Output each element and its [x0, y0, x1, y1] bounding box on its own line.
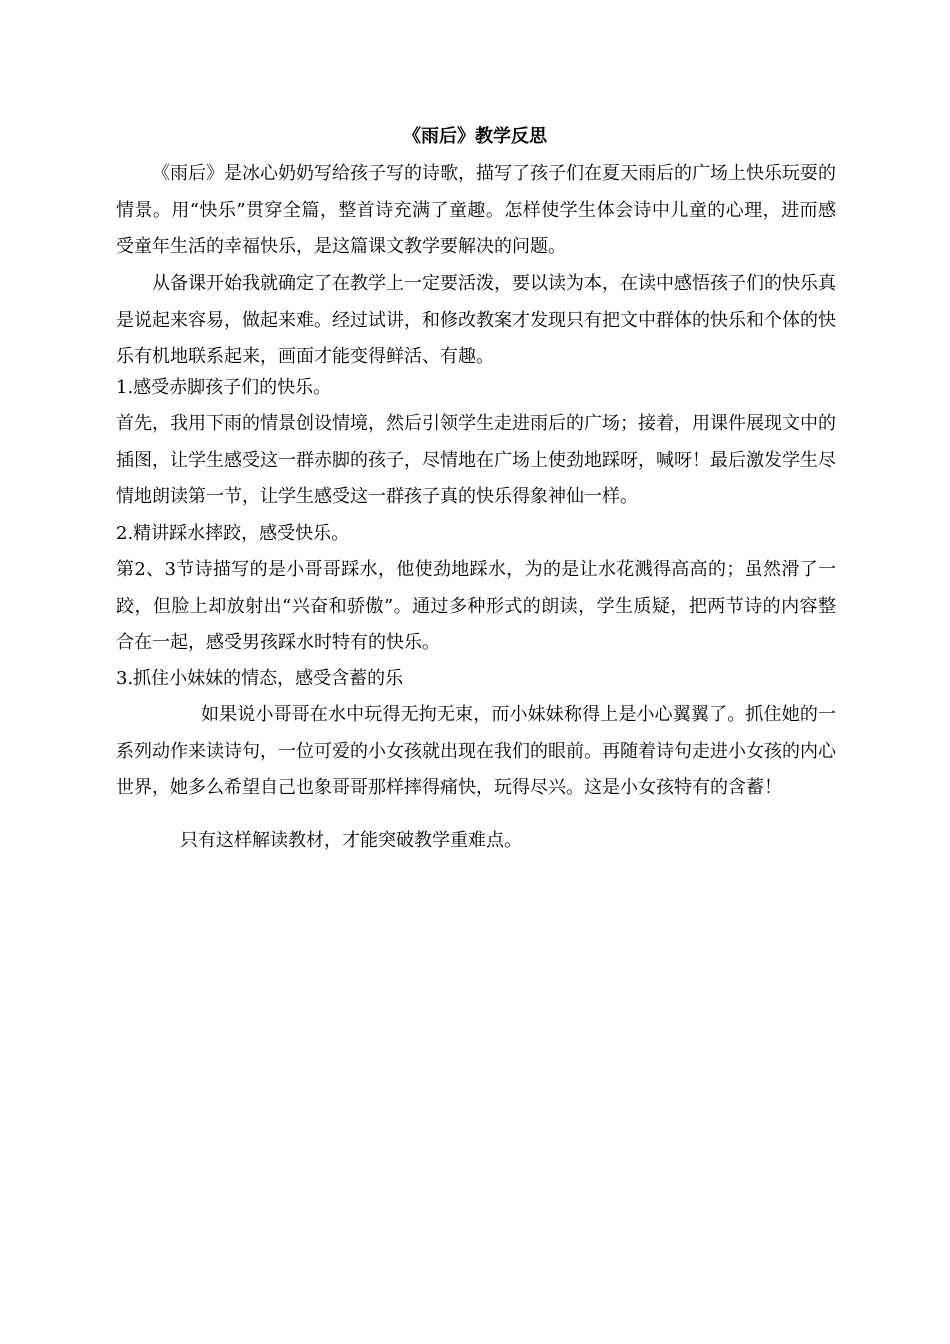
- preparation-paragraph: 从备课开始我就确定了在教学上一定要活泼，要以读为本，在读中感悟孩子们的快乐真是说起来容易，做起来难。经过试讲，和修改教案才发现只有把文中群体的快乐和个体的快乐有机地联系起来，画面才能变得鲜活、有趣。: [116, 273, 836, 367]
- section-heading-2: 2.精讲踩水摔跤，感受快乐。: [116, 523, 350, 544]
- section-paragraph-2: 第2、3节诗描写的是小哥哥踩水，他使劲地踩水，为的是让水花溅得高高的；虽然滑了一跤，但脸上却放射出“兴奋和骄傲”。通过多种形式的朗读，学生质疑，把两节诗的内容整合在一起，感受男孩踩水时特有的快乐。: [116, 559, 836, 653]
- section-heading-1: 1.感受赤脚孩子们的快乐。: [116, 377, 332, 398]
- section-paragraph-1: 首先，我用下雨的情景创设情境，然后引领学生走进雨后的广场；接着，用课件展现文中的插图，让学生感受这一群赤脚的孩子，尽情地在广场上使劲地踩呀，喊呀！最后激发学生尽情地朗读第一节，让学生感受这一群孩子真的快乐得象神仙一样。: [116, 413, 836, 507]
- section-paragraph-3: 如果说小哥哥在水中玩得无拘无束，而小妹妹称得上是小心翼翼了。抓住她的一系列动作来读诗句，一位可爱的小女孩就出现在我们的眼前。再随着诗句走进小女孩的内心世界，她多么希望自己也象哥哥那样摔得痛快，玩得尽兴。这是小女孩特有的含蓄！: [116, 704, 836, 798]
- intro-paragraph: 《雨后》是冰心奶奶写给孩子写的诗歌，描写了孩子们在夏天雨后的广场上快乐玩耍的情景。用“快乐”贯穿全篇，整首诗充满了童趣。怎样使学生体会诗中儿童的心理，进而感受童年生活的幸福快乐，是这篇课文教学要解决的问题。: [116, 163, 836, 257]
- section-heading-3: 3.抓住小妹妹的情态，感受含蓄的乐: [116, 668, 404, 689]
- document-title: 《雨后》教学反思: [403, 126, 547, 147]
- conclusion-paragraph: 只有这样解读教材，才能突破教学重难点。: [180, 830, 522, 851]
